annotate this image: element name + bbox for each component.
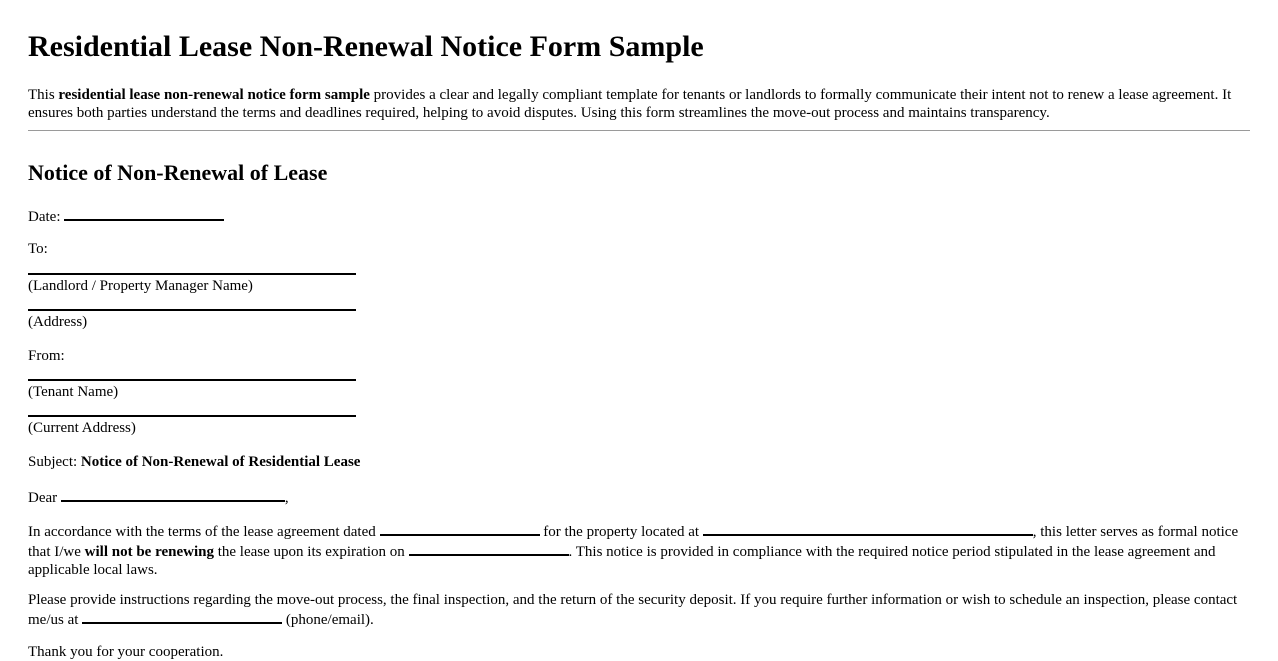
subject-row	[28, 453, 360, 471]
date-label: Date:	[28, 209, 61, 225]
notice-text-3: , this letter serves as formal notice that I/we	[28, 524, 1239, 560]
recipient-blank-field[interactable]	[61, 487, 285, 502]
from-label: From:	[28, 348, 65, 364]
landlord-address-blank-field[interactable]	[28, 309, 356, 311]
dear-label: Dear	[28, 490, 61, 506]
intro-paragraph	[28, 86, 1250, 122]
current-address-blank-field[interactable]	[28, 415, 356, 417]
landlord-name-blank-field[interactable]	[28, 273, 356, 275]
lease-date-blank-field[interactable]	[380, 521, 540, 536]
notice-text-4: the lease upon its expiration on	[213, 544, 409, 560]
tenant-name-blank-field[interactable]	[28, 379, 356, 381]
intro-text: This	[28, 87, 59, 103]
tenant-name-caption: (Tenant Name)	[28, 384, 119, 400]
expiration-date-blank-field[interactable]	[409, 541, 569, 556]
instructions-paragraph	[28, 591, 1250, 629]
page-title: Residential Lease Non-Renewal Notice Form Sample	[28, 30, 704, 63]
notice-text-2: for the property located at	[539, 524, 703, 540]
notice-text-5: . This notice is provided in compliance with the required notice period stipulated in the lease agreement and applicable local laws.	[28, 544, 1216, 578]
notice-text-1: In accordance with the terms of the lease agreement dated	[28, 524, 380, 540]
intro-bold-text: residential lease non-renewal notice form sample	[58, 87, 370, 103]
instructions-text-1: Please provide instructions regarding the move-out process, the final inspection, and the return of the security deposit. If you require further information or wish to schedule an inspection, please contact me/us at	[28, 592, 1238, 628]
date-blank-field[interactable]	[64, 206, 224, 221]
address-caption: (Address)	[28, 314, 88, 330]
property-address-blank-field[interactable]	[703, 521, 1033, 536]
form-heading: Notice of Non-Renewal of Lease	[28, 160, 328, 185]
subject-value: Notice of Non-Renewal of Residential Lease	[80, 454, 361, 470]
intro-text-rest: provides a clear and legally compliant template for tenants or landlords to formally communicate their intent not to renew a lease agreement. It ensures both parties understand the terms and deadlines required, helping to avoid disputes. Using this form streamlines the move-out process and maintains transparency.	[28, 87, 1232, 121]
date-row	[28, 206, 224, 226]
to-label: To:	[28, 241, 48, 257]
contact-blank-field[interactable]	[82, 609, 282, 624]
notice-bold-text: will not be renewing	[84, 544, 214, 560]
closing-text: Thank you for your cooperation.	[28, 644, 224, 660]
landlord-name-caption: (Landlord / Property Manager Name)	[28, 278, 253, 294]
salutation-row	[28, 487, 289, 507]
notice-paragraph	[28, 521, 1250, 579]
dear-comma: ,	[284, 490, 289, 506]
instructions-text-2: (phone/email).	[282, 612, 374, 628]
section-divider	[28, 130, 1250, 131]
subject-label: Subject:	[28, 454, 81, 470]
current-address-caption: (Current Address)	[28, 420, 136, 436]
